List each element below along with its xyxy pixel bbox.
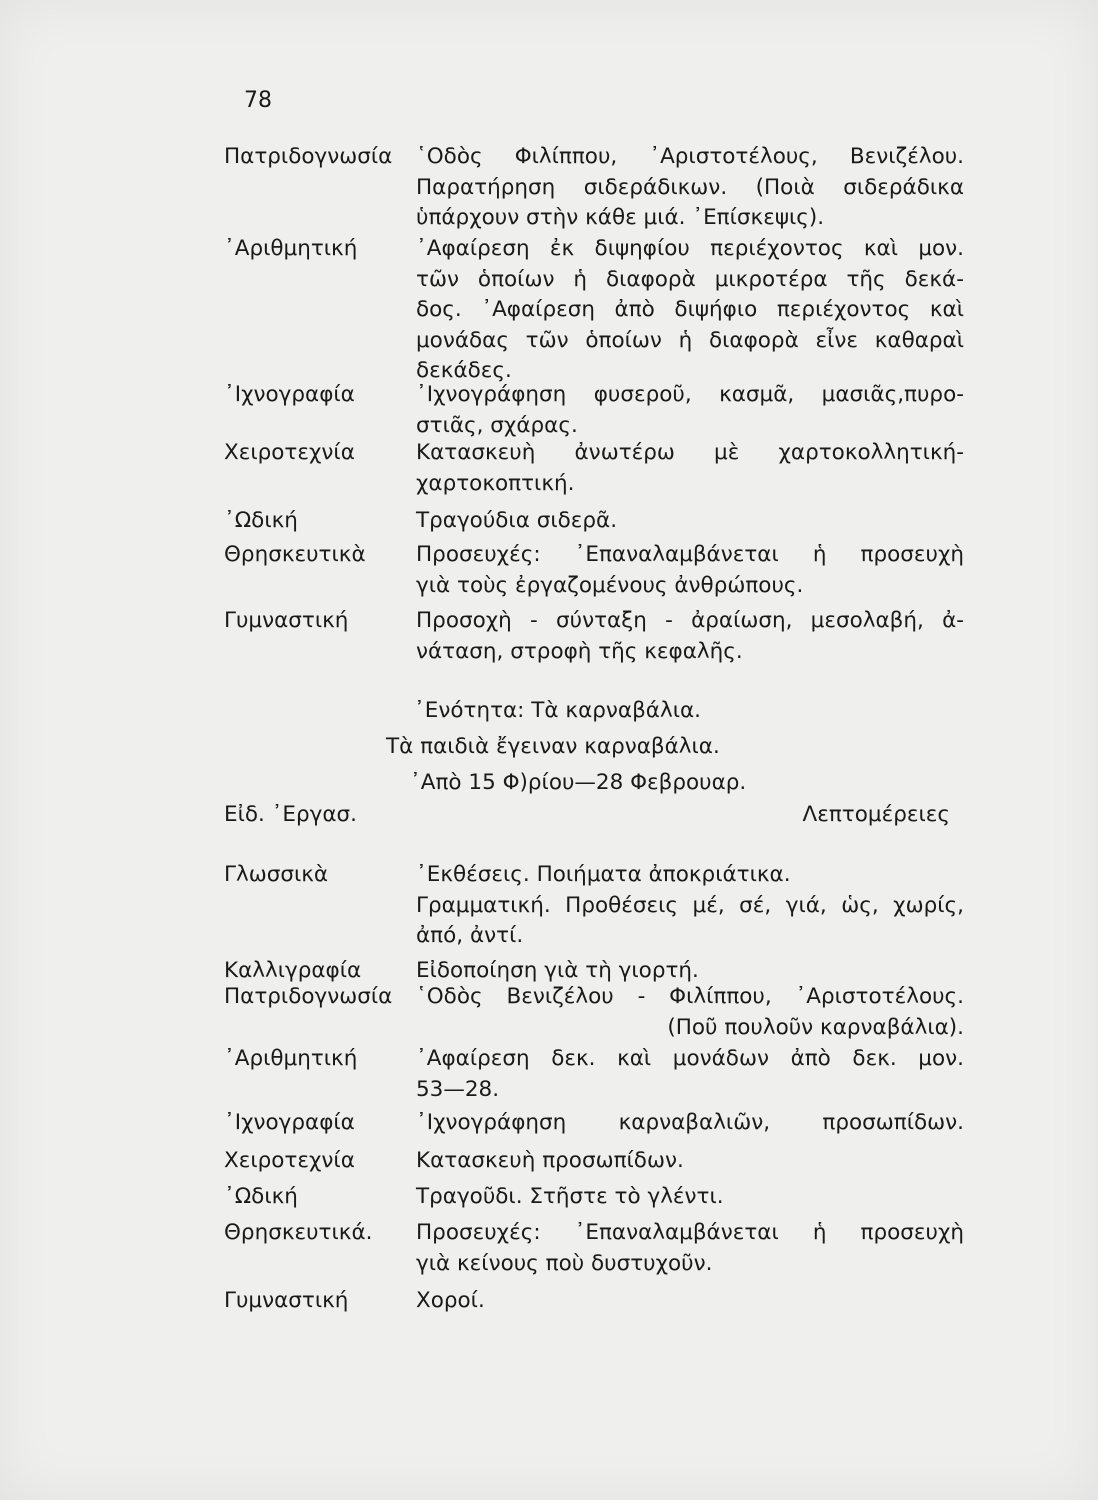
subject-details bbox=[416, 860, 964, 952]
subject-label: Καλλιγραφία bbox=[224, 958, 362, 983]
detail-line: γιὰ τοὺς ἐργαζομένους ἀνθρώπους. bbox=[416, 572, 804, 598]
unit-dates: ᾿Απὸ 15 Φ)ρίου—28 Φεβρουαρ. bbox=[410, 770, 747, 795]
detail-line: ὑπάρχουν στὴν κάθε μιά. ᾿Επίσκεψις). bbox=[416, 205, 825, 230]
subject-details bbox=[416, 606, 964, 667]
detail-line: τῶν ὁποίων ἡ διαφορὰ μικροτέρα τῆς δεκά- bbox=[416, 266, 964, 292]
subject-details bbox=[416, 506, 964, 537]
subject-label: Χειροτεχνία bbox=[224, 440, 355, 465]
detail-line: ᾿Ιχνογράφηση καρναβαλιῶν, προσωπίδων. bbox=[416, 1110, 964, 1135]
subject-label: ᾿Ωδική bbox=[224, 1184, 298, 1209]
detail-line: δεκάδες. bbox=[416, 358, 512, 383]
subject-details bbox=[416, 438, 964, 499]
subject-details bbox=[416, 1182, 964, 1213]
subject-details bbox=[416, 1108, 964, 1139]
detail-line: Χοροί. bbox=[416, 1288, 485, 1313]
detail-line: Εἰδοποίηση γιὰ τὴ γιορτή. bbox=[416, 958, 699, 983]
detail-line: μονάδας τῶν ὁποίων ἡ διαφορὰ εἶνε καθαραὶ bbox=[416, 327, 964, 353]
subject-label: ᾿Ιχνογραφία bbox=[224, 1110, 355, 1135]
detail-line: στιᾶς, σχάρας. bbox=[416, 412, 578, 438]
detail-line: ᾿Ιχνογράφηση φυσεροῦ, κασμᾶ, μασιᾶς,πυρο- bbox=[416, 382, 964, 407]
detail-line: γιὰ κείνους ποὺ δυστυχοῦν. bbox=[416, 1250, 713, 1276]
subject-label: Θρησκευτικά. bbox=[224, 1220, 373, 1245]
detail-line: ῾Οδὸς Φιλίππου, ᾿Αριστοτέλους, Βενιζέλου. bbox=[416, 144, 964, 169]
subject-label: ᾿Αριθμητική bbox=[224, 1046, 358, 1071]
unit-heading: ᾿Ενότητα: Τὰ καρναβάλια. bbox=[414, 698, 701, 723]
detail-line: νάταση, στροφὴ τῆς κεφαλῆς. bbox=[416, 638, 743, 664]
subject-label: ᾿Ιχνογραφία bbox=[224, 382, 355, 407]
subject-label: ᾿Ωδική bbox=[224, 508, 298, 533]
detail-line: ᾿Αφαίρεση ἐκ διψηφίου περιέχοντος καὶ μον. bbox=[416, 236, 964, 261]
detail-line: Γραμματική. Προθέσεις μέ, σέ, γιά, ὡς, χωρίς, bbox=[416, 892, 964, 918]
subject-label: Πατριδογνωσία bbox=[224, 984, 393, 1009]
subject-label: Γλωσσικὰ bbox=[224, 862, 329, 887]
subject-details bbox=[416, 540, 964, 601]
subject-details bbox=[416, 234, 964, 387]
subject-label: Γυμναστική bbox=[224, 1288, 349, 1313]
detail-line: Τραγοῦδι. Στῆστε τὸ γλέντι. bbox=[416, 1184, 724, 1209]
subject-label: ᾿Αριθμητική bbox=[224, 236, 358, 261]
subject-details bbox=[416, 1218, 964, 1279]
subject-details bbox=[416, 380, 964, 441]
detail-line: χαρτοκοπτική. bbox=[416, 470, 575, 496]
detail-line: ῾Οδὸς Βενιζέλου - Φιλίππου, ᾿Αριστοτέλους. bbox=[416, 984, 964, 1009]
detail-line: Προσευχές: ᾿Επαναλαμβάνεται ἡ προσευχὴ bbox=[416, 542, 964, 567]
detail-line: Κατασκευὴ ἀνωτέρω μὲ χαρτοκολλητική- bbox=[416, 440, 964, 465]
column-header-subjects: Εἰδ. ᾿Εργασ. bbox=[224, 802, 358, 827]
subject-details bbox=[416, 1286, 964, 1317]
column-header-details: Λεπτομέρειες bbox=[802, 802, 950, 827]
detail-line: ἀπό, ἀντί. bbox=[416, 923, 524, 948]
subject-details bbox=[416, 142, 964, 234]
detail-line: ᾿Εκθέσεις. Ποιήματα ἀποκριάτικα. bbox=[416, 862, 791, 887]
subject-label: Θρησκευτικὰ bbox=[224, 542, 366, 567]
detail-line: Προσευχές: ᾿Επαναλαμβάνεται ἡ προσευχὴ bbox=[416, 1220, 964, 1245]
detail-line: (Ποῦ πουλοῦν καρναβάλια). bbox=[667, 1014, 964, 1040]
detail-line: ᾿Αφαίρεση δεκ. καὶ μονάδων ἀπὸ δεκ. μον. bbox=[416, 1046, 964, 1071]
subject-label: Χειροτεχνία bbox=[224, 1148, 355, 1173]
detail-line: 53—28. bbox=[416, 1076, 500, 1102]
detail-line: Προσοχὴ - σύνταξη - ἀραίωση, μεσολαβή, ἀ- bbox=[416, 608, 964, 633]
detail-line: Κατασκευὴ προσωπίδων. bbox=[416, 1148, 684, 1173]
subject-details bbox=[416, 1044, 964, 1105]
page-number: 78 bbox=[244, 88, 272, 113]
detail-line: Παρατήρηση σιδεράδικων. (Ποιὰ σιδεράδικα bbox=[416, 174, 964, 200]
subject-label: Πατριδογνωσία bbox=[224, 144, 393, 169]
unit-subtitle: Τὰ παιδιὰ ἔγειναν καρναβάλια. bbox=[386, 734, 720, 759]
detail-line: Τραγούδια σιδερᾶ. bbox=[416, 508, 618, 533]
detail-line: δος. ᾿Αφαίρεση ἀπὸ διψήφιο περιέχοντος καὶ bbox=[416, 297, 964, 322]
subject-details bbox=[416, 982, 964, 1043]
subject-details bbox=[416, 1146, 964, 1177]
subject-label: Γυμναστική bbox=[224, 608, 349, 633]
